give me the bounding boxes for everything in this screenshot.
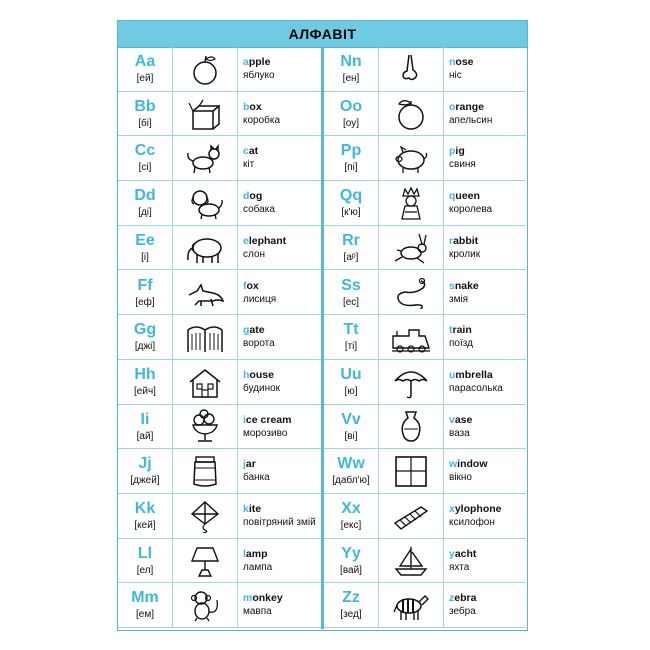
letter-cell bbox=[118, 136, 173, 180]
picture-cell bbox=[379, 47, 444, 91]
english-word bbox=[449, 56, 526, 68]
alphabet-row-z bbox=[324, 583, 526, 628]
alphabet-sheet bbox=[117, 20, 528, 631]
alphabet-row-n bbox=[324, 47, 526, 92]
english-word bbox=[243, 458, 322, 470]
jar-icon bbox=[185, 454, 225, 488]
picture-cell bbox=[173, 226, 238, 270]
word-cell bbox=[445, 226, 526, 270]
first-letter: u bbox=[449, 368, 456, 381]
word-rest: ox bbox=[246, 279, 259, 292]
english-word bbox=[243, 369, 322, 381]
alphabet-row-o bbox=[324, 92, 526, 137]
english-word bbox=[449, 414, 526, 426]
right-column bbox=[324, 47, 526, 629]
first-letter: d bbox=[243, 190, 250, 203]
monkey-icon bbox=[185, 588, 225, 622]
first-letter: a bbox=[243, 56, 249, 68]
transcription: [ес] bbox=[342, 296, 360, 308]
transcription: [і] bbox=[141, 251, 149, 263]
alphabet-row-p bbox=[324, 136, 526, 181]
transcription: [вай] bbox=[340, 564, 362, 576]
alphabet-row-g bbox=[118, 315, 322, 360]
first-letter: m bbox=[243, 592, 253, 605]
picture-cell bbox=[379, 360, 444, 404]
letter-cell bbox=[324, 271, 379, 315]
english-word bbox=[243, 592, 322, 604]
ukrainian-word: апельсин bbox=[449, 114, 493, 126]
first-letter: b bbox=[243, 100, 250, 113]
alphabet-row-h bbox=[118, 360, 322, 405]
first-letter: r bbox=[449, 234, 454, 247]
word-rest: og bbox=[249, 190, 263, 203]
fox-icon bbox=[185, 275, 225, 309]
word-rest: ate bbox=[249, 324, 265, 337]
word-cell bbox=[239, 405, 322, 449]
word-rest: ce cream bbox=[245, 413, 292, 426]
word-rest: ouse bbox=[249, 368, 274, 381]
letter-cell bbox=[118, 47, 173, 91]
letter-cell bbox=[324, 315, 379, 359]
english-word bbox=[243, 145, 322, 157]
word-cell bbox=[445, 405, 526, 449]
letter: Mm bbox=[131, 589, 159, 607]
ukrainian-word: ксилофон bbox=[449, 517, 495, 528]
word-cell bbox=[239, 271, 322, 315]
ukrainian-word: яблуко bbox=[243, 70, 275, 81]
letter-cell bbox=[118, 405, 173, 449]
ukrainian-word: лампа bbox=[243, 561, 273, 573]
letter: Tt bbox=[343, 321, 359, 339]
first-letter: o bbox=[449, 100, 456, 113]
letter: Ff bbox=[137, 276, 153, 294]
queen-icon bbox=[391, 186, 431, 220]
first-letter: g bbox=[243, 324, 250, 337]
xylophone-icon bbox=[391, 499, 431, 533]
english-word bbox=[243, 280, 322, 292]
english-word bbox=[449, 280, 526, 292]
picture-cell bbox=[173, 92, 238, 136]
word-rest: rain bbox=[452, 324, 472, 337]
nose-icon bbox=[391, 52, 431, 86]
gate-icon bbox=[185, 320, 225, 354]
transcription: [зед] bbox=[340, 609, 362, 621]
alphabet-row-x bbox=[324, 494, 526, 539]
alphabet-row-c bbox=[118, 136, 322, 181]
letter: Xx bbox=[341, 500, 361, 517]
word-cell bbox=[239, 449, 322, 493]
cat-icon bbox=[185, 141, 225, 175]
ukrainian-word: поїзд bbox=[449, 338, 473, 350]
zebra-icon bbox=[391, 588, 431, 622]
alphabet-row-i bbox=[118, 405, 322, 450]
word-rest: nake bbox=[454, 279, 479, 292]
picture-cell bbox=[173, 539, 238, 583]
english-word bbox=[243, 56, 322, 68]
first-letter: y bbox=[449, 547, 455, 560]
english-word bbox=[449, 145, 526, 157]
picture-cell bbox=[173, 271, 238, 315]
word-cell bbox=[445, 539, 526, 583]
window-icon bbox=[391, 454, 431, 488]
first-letter: p bbox=[449, 145, 456, 158]
letter-cell bbox=[324, 539, 379, 583]
word-rest: mbrella bbox=[455, 368, 493, 381]
apple-icon bbox=[185, 52, 225, 86]
first-letter: k bbox=[243, 503, 249, 515]
picture-cell bbox=[379, 271, 444, 315]
alphabet-row-b bbox=[118, 92, 322, 137]
elephant-icon bbox=[185, 231, 225, 265]
english-word bbox=[449, 458, 526, 470]
letter: Dd bbox=[134, 187, 156, 205]
letter-cell bbox=[118, 181, 173, 225]
picture-cell bbox=[379, 494, 444, 538]
alphabet-row-s bbox=[324, 271, 526, 316]
letter-cell bbox=[324, 405, 379, 449]
picture-cell bbox=[173, 315, 238, 359]
first-letter: t bbox=[449, 324, 453, 337]
word-cell bbox=[239, 494, 322, 538]
transcription: [ай] bbox=[136, 430, 154, 442]
first-letter: i bbox=[243, 413, 246, 426]
word-rest: ite bbox=[248, 503, 262, 515]
word-cell bbox=[239, 539, 322, 583]
transcription: [екс] bbox=[340, 520, 362, 531]
english-word bbox=[449, 369, 526, 381]
english-word bbox=[243, 414, 322, 426]
pig-icon bbox=[391, 141, 431, 175]
letter: Vv bbox=[341, 410, 361, 428]
picture-cell bbox=[173, 47, 238, 91]
transcription: [кей] bbox=[134, 520, 156, 531]
ukrainian-word: ворота bbox=[243, 338, 275, 350]
word-cell bbox=[445, 494, 526, 538]
ukrainian-word: лисиця bbox=[243, 293, 277, 305]
word-cell bbox=[239, 92, 322, 136]
letter: Pp bbox=[340, 142, 362, 160]
letter-cell bbox=[324, 92, 379, 136]
word-rest: ueen bbox=[455, 190, 480, 203]
picture-cell bbox=[173, 181, 238, 225]
word-rest: abbit bbox=[453, 234, 479, 247]
picture-cell bbox=[379, 136, 444, 180]
letter-cell bbox=[118, 226, 173, 270]
ukrainian-word: коробка bbox=[243, 114, 281, 126]
alphabet-row-u bbox=[324, 360, 526, 405]
letter-cell bbox=[324, 360, 379, 404]
picture-cell bbox=[173, 494, 238, 538]
picture-cell bbox=[173, 583, 238, 627]
word-rest: ig bbox=[455, 145, 465, 158]
word-cell bbox=[239, 47, 322, 91]
alphabet-row-f bbox=[118, 271, 322, 316]
transcription: [ві] bbox=[344, 430, 358, 442]
picture-cell bbox=[379, 539, 444, 583]
english-word bbox=[449, 548, 526, 560]
transcription: [сі] bbox=[138, 162, 152, 174]
english-word bbox=[243, 548, 322, 560]
lamp-icon bbox=[185, 544, 225, 578]
first-letter: w bbox=[449, 458, 458, 471]
ukrainian-word: кролик bbox=[449, 248, 481, 260]
letter-cell bbox=[324, 181, 379, 225]
letter-cell bbox=[118, 494, 173, 538]
letter: Ww bbox=[337, 455, 365, 473]
alphabet-grid bbox=[118, 47, 526, 629]
ukrainian-word: будинок bbox=[243, 382, 281, 394]
word-rest: ox bbox=[249, 100, 262, 113]
transcription: [бі] bbox=[138, 117, 152, 129]
letter-cell bbox=[118, 360, 173, 404]
transcription: [ю] bbox=[344, 385, 358, 397]
ukrainian-word: парасолька bbox=[449, 382, 503, 394]
word-rest: amp bbox=[245, 547, 268, 560]
alphabet-row-k bbox=[118, 494, 322, 539]
alphabet-row-y bbox=[324, 539, 526, 584]
letter: Jj bbox=[138, 455, 152, 473]
first-letter: h bbox=[243, 368, 250, 381]
ukrainian-word: вікно bbox=[449, 472, 472, 484]
letter: Oo bbox=[339, 97, 363, 115]
word-cell bbox=[239, 315, 322, 359]
english-word bbox=[243, 190, 322, 202]
letter: Ee bbox=[135, 231, 155, 249]
letter-cell bbox=[324, 449, 379, 493]
ice-cream-icon bbox=[185, 409, 225, 443]
english-word bbox=[449, 190, 526, 202]
picture-cell bbox=[379, 92, 444, 136]
letter-cell bbox=[324, 226, 379, 270]
first-letter: n bbox=[449, 56, 456, 68]
picture-cell bbox=[173, 360, 238, 404]
alphabet-row-d bbox=[118, 181, 322, 226]
letter-cell bbox=[324, 583, 379, 627]
ukrainian-word: королева bbox=[449, 204, 493, 216]
english-word bbox=[243, 324, 322, 336]
picture-cell bbox=[173, 136, 238, 180]
vase-icon bbox=[391, 409, 431, 443]
transcription: [к'ю] bbox=[341, 207, 361, 219]
alphabet-row-r bbox=[324, 226, 526, 271]
word-rest: ar bbox=[245, 458, 256, 471]
picture-cell bbox=[379, 181, 444, 225]
transcription: [ем] bbox=[136, 609, 154, 621]
umbrella-icon bbox=[391, 365, 431, 399]
letter-cell bbox=[118, 92, 173, 136]
first-letter: l bbox=[243, 547, 246, 560]
picture-cell bbox=[173, 405, 238, 449]
word-rest: onkey bbox=[252, 592, 283, 605]
picture-cell bbox=[173, 449, 238, 493]
word-rest: indow bbox=[457, 458, 488, 471]
ukrainian-word: мавпа bbox=[243, 606, 272, 618]
transcription: [еф] bbox=[135, 296, 155, 308]
word-rest: ylophone bbox=[454, 503, 502, 515]
picture-cell bbox=[379, 315, 444, 359]
letter: Uu bbox=[340, 365, 362, 383]
ukrainian-word: ваза bbox=[449, 427, 470, 439]
word-cell bbox=[445, 92, 526, 136]
train-icon bbox=[391, 320, 431, 354]
alphabet-row-w bbox=[324, 449, 526, 494]
english-word bbox=[449, 324, 526, 336]
letter-cell bbox=[118, 271, 173, 315]
ukrainian-word: зебра bbox=[449, 606, 476, 618]
transcription: [джі] bbox=[134, 341, 156, 353]
ukrainian-word: банка bbox=[243, 472, 270, 484]
word-rest: lephant bbox=[248, 234, 287, 247]
transcription: [оу] bbox=[342, 117, 359, 129]
orange-icon bbox=[391, 97, 431, 131]
snake-icon bbox=[391, 275, 431, 309]
word-cell bbox=[445, 583, 526, 627]
yacht-icon bbox=[391, 544, 431, 578]
letter-cell bbox=[118, 315, 173, 359]
ukrainian-word: морозиво bbox=[243, 427, 288, 439]
word-cell bbox=[445, 315, 526, 359]
transcription: [джей] bbox=[130, 475, 160, 487]
word-cell bbox=[239, 181, 322, 225]
transcription: [дабл'ю] bbox=[332, 475, 370, 487]
word-cell bbox=[445, 449, 526, 493]
letter: Hh bbox=[134, 365, 156, 383]
picture-cell bbox=[379, 405, 444, 449]
letter: Kk bbox=[134, 500, 156, 517]
ukrainian-word: повітряний змій bbox=[243, 517, 316, 528]
letter: Nn bbox=[340, 53, 362, 70]
ukrainian-word: слон bbox=[243, 248, 266, 260]
letter: Gg bbox=[133, 321, 157, 339]
transcription: [пі] bbox=[344, 162, 358, 174]
english-word bbox=[243, 503, 322, 515]
letter-cell bbox=[118, 449, 173, 493]
letter: Ss bbox=[341, 276, 361, 294]
first-letter: f bbox=[243, 279, 247, 292]
letter: Rr bbox=[342, 231, 360, 249]
letter-cell bbox=[324, 47, 379, 91]
house-icon bbox=[185, 365, 225, 399]
transcription: [ей] bbox=[136, 73, 154, 84]
ukrainian-word: свиня bbox=[449, 159, 476, 171]
dog-icon bbox=[185, 186, 225, 220]
letter-cell bbox=[324, 136, 379, 180]
letter-cell bbox=[118, 539, 173, 583]
kite-icon bbox=[185, 499, 225, 533]
letter: Bb bbox=[134, 97, 156, 115]
alphabet-row-a bbox=[118, 47, 322, 92]
ukrainian-word: кіт bbox=[243, 159, 255, 171]
english-word bbox=[449, 503, 526, 515]
first-letter: x bbox=[449, 503, 455, 515]
word-cell bbox=[445, 47, 526, 91]
word-rest: ebra bbox=[454, 592, 477, 605]
word-cell bbox=[239, 360, 322, 404]
picture-cell bbox=[379, 583, 444, 627]
letter: Aa bbox=[134, 53, 156, 70]
word-cell bbox=[445, 360, 526, 404]
picture-cell bbox=[379, 449, 444, 493]
english-word bbox=[243, 101, 322, 113]
letter: Ii bbox=[140, 410, 150, 428]
letter: Yy bbox=[341, 544, 361, 562]
transcription: [ті] bbox=[344, 341, 358, 353]
english-word bbox=[449, 101, 526, 113]
word-cell bbox=[445, 136, 526, 180]
letter: Zz bbox=[342, 589, 360, 607]
english-word bbox=[449, 235, 526, 247]
word-rest: at bbox=[248, 145, 259, 158]
alphabet-row-j bbox=[118, 449, 322, 494]
box-icon bbox=[185, 97, 225, 131]
letter: Cc bbox=[134, 142, 156, 160]
ukrainian-word: ніс bbox=[449, 70, 462, 81]
first-letter: c bbox=[243, 145, 249, 158]
first-letter: j bbox=[243, 458, 246, 471]
alphabet-row-m bbox=[118, 583, 322, 628]
ukrainian-word: змія bbox=[449, 293, 469, 305]
word-cell bbox=[239, 226, 322, 270]
left-column bbox=[118, 47, 322, 629]
word-cell bbox=[239, 583, 322, 627]
first-letter: q bbox=[449, 190, 456, 203]
english-word bbox=[243, 235, 322, 247]
letter: Ll bbox=[137, 544, 153, 562]
word-rest: ose bbox=[455, 56, 474, 68]
english-word bbox=[449, 592, 526, 604]
first-letter: s bbox=[449, 279, 455, 292]
transcription: [ен] bbox=[342, 73, 360, 84]
transcription: [ді] bbox=[138, 207, 152, 219]
picture-cell bbox=[379, 226, 444, 270]
word-rest: range bbox=[455, 100, 485, 113]
alphabet-row-l bbox=[118, 539, 322, 584]
first-letter: v bbox=[449, 413, 455, 426]
alphabet-row-q bbox=[324, 181, 526, 226]
letter-cell bbox=[324, 494, 379, 538]
ukrainian-word: собака bbox=[243, 204, 275, 216]
word-cell bbox=[445, 181, 526, 225]
first-letter: z bbox=[449, 592, 455, 605]
transcription: [ейч] bbox=[134, 385, 156, 397]
alphabet-row-t bbox=[324, 315, 526, 360]
page-title: АЛФАВІТ bbox=[118, 21, 527, 48]
transcription: [ел] bbox=[136, 564, 154, 576]
transcription: [аᵖ] bbox=[343, 251, 359, 263]
alphabet-row-e bbox=[118, 226, 322, 271]
alphabet-row-v bbox=[324, 405, 526, 450]
word-cell bbox=[239, 136, 322, 180]
ukrainian-word: яхта bbox=[449, 561, 470, 573]
word-rest: pple bbox=[248, 56, 271, 68]
word-rest: acht bbox=[454, 547, 477, 560]
rabbit-icon bbox=[391, 231, 431, 265]
word-rest: ase bbox=[454, 413, 473, 426]
word-cell bbox=[445, 271, 526, 315]
letter: Qq bbox=[339, 187, 363, 205]
first-letter: e bbox=[243, 234, 249, 247]
letter-cell bbox=[118, 583, 173, 627]
